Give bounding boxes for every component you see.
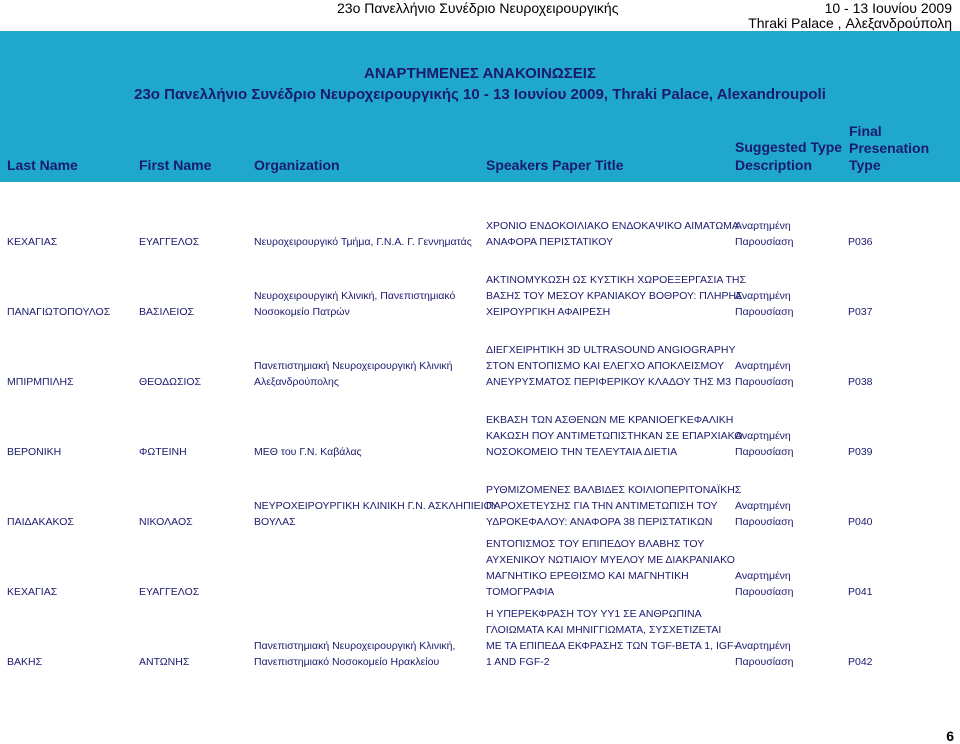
cell-last-name — [7, 584, 57, 600]
paper-title-line: ΠΑΡΟΧΕΤΕΥΣΗΣ ΓΙΑ ΤΗΝ ΑΝΤΙΜΕΤΩΠΙΣΗ ΤΟΥ — [486, 500, 718, 512]
cell-suggested-type — [735, 358, 847, 390]
paper-title-line: ΔΙΕΓΧΕΙΡΗΤΙΚΗ 3D ULTRASOUND ANGIOGRAPHY — [486, 344, 736, 356]
cell-final-type — [848, 444, 873, 460]
suggested-type-line: Παρουσίαση — [735, 516, 794, 528]
final-type-code: P041 — [848, 586, 873, 598]
suggested-type-line: Παρουσίαση — [735, 306, 794, 318]
paper-title-line: ΥΔΡΟΚΕΦΑΛΟΥ: ΑΝΑΦΟΡΑ 38 ΠΕΡΙΣΤΑΤΙΚΩΝ — [486, 516, 713, 528]
organization-line: Νευροχειρουργική Κλινική, Πανεπιστημιακό — [254, 290, 456, 302]
first-name: ΕΥΑΓΓΕΛΟΣ — [139, 236, 200, 248]
suggested-type-line: Αναρτημένη — [735, 430, 791, 442]
cell-first-name — [139, 444, 187, 460]
top-header — [0, 0, 960, 31]
cell-last-name — [7, 654, 42, 670]
paper-title-line: ΧΡΟΝΙΟ ΕΝΔΟΚΟΙΛΙΑΚΟ ΕΝΔΟΚΑΨΙΚΟ ΑΙΜΑΤΩΜΑ — [486, 220, 739, 232]
banner — [0, 31, 960, 182]
suggested-type-line: Αναρτημένη — [735, 290, 791, 302]
cell-last-name — [7, 234, 57, 250]
last-name: ΒΕΡΟΝΙΚΗ — [7, 446, 62, 458]
conference-title: 23ο Πανελλήνιο Συνέδριο Νευροχειρουργικής — [337, 0, 619, 16]
last-name: ΠΑΝΑΓΙΩΤΟΠΟΥΛΟΣ — [7, 306, 111, 318]
page-number: 6 — [946, 728, 954, 744]
cell-organization — [254, 444, 482, 460]
suggested-type-line: Παρουσίαση — [735, 656, 794, 668]
paper-title-line: ΑΥΧΕΝΙΚΟΥ ΝΩΤΙΑΙΟΥ ΜΥΕΛΟΥ ΜΕ ΔΙΑΚΡΑΝΙΑΚΟ — [486, 554, 735, 566]
paper-title-line: ΧΕΙΡΟΥΡΓΙΚΗ ΑΦΑΙΡΕΣΗ — [486, 306, 611, 318]
organization-line: ΜΕΘ του Γ.Ν. Καβάλας — [254, 446, 362, 458]
last-name: ΚΕΧΑΓΙΑΣ — [7, 586, 58, 598]
cell-paper-title — [486, 218, 739, 250]
cell-final-type — [848, 374, 873, 390]
paper-title-line: ΕΚΒΑΣΗ ΤΩΝ ΑΣΘΕΝΩΝ ΜΕ ΚΡΑΝΙΟΕΓΚΕΦΑΛΙΚΗ — [486, 414, 734, 426]
conference-venue: Thraki Palace , Αλεξανδρούπολη — [748, 15, 952, 31]
paper-title-line: ΚΑΚΩΣΗ ΠΟΥ ΑΝΤΙΜΕΤΩΠΙΣΤΗΚΑΝ ΣΕ ΕΠΑΡΧΙΑΚΟ — [486, 430, 743, 442]
paper-title-line: ΑΚΤΙΝΟΜΥΚΩΣΗ ΩΣ ΚΥΣΤΙΚΗ ΧΩΡΟΕΞΕΡΓΑΣΙΑ ΤΗΣ — [486, 274, 746, 286]
column-header-presenation: Presenation — [849, 140, 930, 156]
cell-first-name — [139, 234, 199, 250]
final-type-code: P037 — [848, 306, 873, 318]
cell-final-type — [848, 234, 873, 250]
first-name: ΘΕΟΔΩΣΙΟΣ — [139, 376, 202, 388]
organization-line: Νοσοκομείο Πατρών — [254, 306, 350, 318]
first-name: ΕΥΑΓΓΕΛΟΣ — [139, 586, 200, 598]
banner-subheading: 23ο Πανελλήνιο Συνέδριο Νευροχειρουργικής 10 - 13 Ιουνίου 2009, Thraki Palace, Alexandroupoli — [134, 86, 826, 103]
cell-final-type — [848, 654, 873, 670]
cell-organization — [254, 234, 482, 250]
suggested-type-line: Αναρτημένη — [735, 500, 791, 512]
suggested-type-line: Αναρτημένη — [735, 220, 791, 232]
cell-suggested-type — [735, 218, 847, 250]
cell-first-name — [139, 514, 193, 530]
cell-first-name — [139, 654, 189, 670]
first-name: ΝΙΚΟΛΑΟΣ — [139, 516, 193, 528]
suggested-type-line: Παρουσίαση — [735, 586, 794, 598]
cell-paper-title — [486, 606, 737, 670]
paper-title-line: ΤΟΜΟΓΡΑΦΙΑ — [486, 586, 555, 598]
last-name: ΠΑΙΔΑΚΑΚΟΣ — [7, 516, 74, 528]
paper-title-line: ΑΝΕΥΡΥΣΜΑΤΟΣ ΠΕΡΙΦΕΡΙΚΟΥ ΚΛΑΔΟΥ ΤΗΣ Μ3 — [486, 376, 732, 388]
cell-final-type — [848, 584, 873, 600]
suggested-type-line: Αναρτημένη — [735, 640, 791, 652]
cell-paper-title — [486, 272, 746, 320]
paper-title-line: ΓΛΟΙΩΜΑΤΑ ΚΑΙ ΜΗΝΙΓΓΙΩΜΑΤΑ, ΣΥΣΧΕΤΙΖΕΤΑΙ — [486, 624, 722, 636]
cell-first-name — [139, 374, 201, 390]
cell-last-name — [7, 304, 110, 320]
column-header-organization: Organization — [254, 157, 340, 173]
last-name: ΜΠΙΡΜΠΙΛΗΣ — [7, 376, 74, 388]
first-name: ΒΑΣΙΛΕΙΟΣ — [139, 306, 195, 318]
first-name: ΦΩΤΕΙΝΗ — [139, 446, 187, 458]
cell-organization — [254, 498, 499, 530]
last-name: ΚΕΧΑΓΙΑΣ — [7, 236, 58, 248]
cell-last-name — [7, 374, 74, 390]
cell-last-name — [7, 444, 61, 460]
paper-title-line: ΣΤΟΝ ΕΝΤΟΠΙΣΜΟ ΚΑΙ ΕΛΕΓΧΟ ΑΠΟΚΛΕΙΣΜΟΥ — [486, 360, 725, 372]
final-type-code: P039 — [848, 446, 873, 458]
final-type-code: P040 — [848, 516, 873, 528]
suggested-type-line: Παρουσίαση — [735, 236, 794, 248]
paper-title-line: 1 AND FGF-2 — [486, 656, 550, 668]
suggested-type-line: Παρουσίαση — [735, 446, 794, 458]
cell-suggested-type — [735, 428, 847, 460]
column-header-description: Description — [735, 157, 813, 173]
column-header-suggested-type: Suggested Type — [735, 139, 843, 155]
cell-organization — [254, 288, 482, 320]
cell-suggested-type — [735, 638, 847, 670]
organization-line: Νευροχειρουργικό Τμήμα, Γ.Ν.Α. Γ. Γεννηματάς — [254, 236, 472, 248]
cell-first-name — [139, 304, 194, 320]
final-type-code: P042 — [848, 656, 873, 668]
cell-first-name — [139, 584, 199, 600]
organization-line: Πανεπιστημιακό Νοσοκομείο Ηρακλείου — [254, 656, 440, 668]
cell-suggested-type — [735, 288, 847, 320]
cell-paper-title — [486, 482, 742, 530]
organization-line: ΝΕΥΡΟΧΕΙΡΟΥΡΓΙΚΗ ΚΛΙΝΙΚΗ Γ.Ν. ΑΣΚΛΗΠΙΕΙΟΥ — [254, 500, 499, 512]
cell-organization — [254, 638, 482, 670]
organization-line: ΒΟΥΛΑΣ — [254, 516, 296, 528]
column-header-first-name: First Name — [139, 157, 212, 173]
cell-last-name — [7, 514, 74, 530]
column-header-last-name: Last Name — [7, 157, 78, 173]
paper-title-line: ΜΑΓΝΗΤΙΚΟ ΕΡΕΘΙΣΜΟ ΚΑΙ ΜΑΓΝΗΤΙΚΗ — [486, 570, 689, 582]
cell-paper-title — [486, 536, 734, 600]
cell-paper-title — [486, 412, 743, 460]
cell-suggested-type — [735, 498, 847, 530]
paper-title-line: ΕΝΤΟΠΙΣΜΟΣ ΤΟΥ ΕΠΙΠΕΔΟΥ ΒΛΑΒΗΣ ΤΟΥ — [486, 538, 705, 550]
cell-paper-title — [486, 342, 734, 390]
paper-title-line: ΜΕ ΤΑ ΕΠΙΠΕΔΑ ΕΚΦΡΑΣΗΣ ΤΩΝ TGF-BETA 1, IGF- — [486, 640, 737, 652]
cell-organization — [254, 358, 482, 390]
last-name: ΒΑΚΗΣ — [7, 656, 43, 668]
paper-title-line: Η ΥΠΕΡΕΚΦΡΑΣΗ ΤΟΥ ΥΥ1 ΣΕ ΑΝΘΡΩΠΙΝΑ — [486, 608, 702, 620]
organization-line: Πανεπιστημιακή Νευροχειρουργική Κλινική, — [254, 640, 456, 652]
final-type-code: P038 — [848, 376, 873, 388]
column-header-final: Final — [849, 123, 882, 139]
paper-title-line: ΝΟΣΟΚΟΜΕΙΟ ΤΗΝ ΤΕΛΕΥΤΑΙΑ ΔΙΕΤΙΑ — [486, 446, 678, 458]
cell-final-type — [848, 304, 873, 320]
paper-title-line: ΒΑΣΗΣ ΤΟΥ ΜΕΣΟΥ ΚΡΑΝΙΑΚΟΥ ΒΟΘΡΟΥ: ΠΛΗΡΗΣ — [486, 290, 743, 302]
suggested-type-line: Αναρτημένη — [735, 570, 791, 582]
organization-line: Αλεξανδρούπολης — [254, 376, 339, 388]
cell-suggested-type — [735, 568, 847, 600]
column-header-title: Speakers Paper Title — [486, 157, 624, 173]
column-header-type: Type — [849, 157, 881, 173]
organization-line: Πανεπιστημιακή Νευροχειρουργική Κλινική — [254, 360, 453, 372]
suggested-type-line: Αναρτημένη — [735, 360, 791, 372]
first-name: ΑΝΤΩΝΗΣ — [139, 656, 190, 668]
final-type-code: P036 — [848, 236, 873, 248]
suggested-type-line: Παρουσίαση — [735, 376, 794, 388]
conference-dates: 10 - 13 Ιουνίου 2009 — [824, 0, 952, 16]
cell-final-type — [848, 514, 873, 530]
paper-title-line: ΑΝΑΦΟΡΑ ΠΕΡΙΣΤΑΤΙΚΟΥ — [486, 236, 614, 248]
banner-heading: ΑΝΑΡΤΗΜΕΝΕΣ ΑΝΑΚΟΙΝΩΣΕΙΣ — [364, 65, 596, 82]
paper-title-line: ΡΥΘΜΙΖΟΜΕΝΕΣ ΒΑΛΒΙΔΕΣ ΚΟΙΛΙΟΠΕΡΙΤΟΝΑΪΚΗΣ — [486, 484, 742, 496]
